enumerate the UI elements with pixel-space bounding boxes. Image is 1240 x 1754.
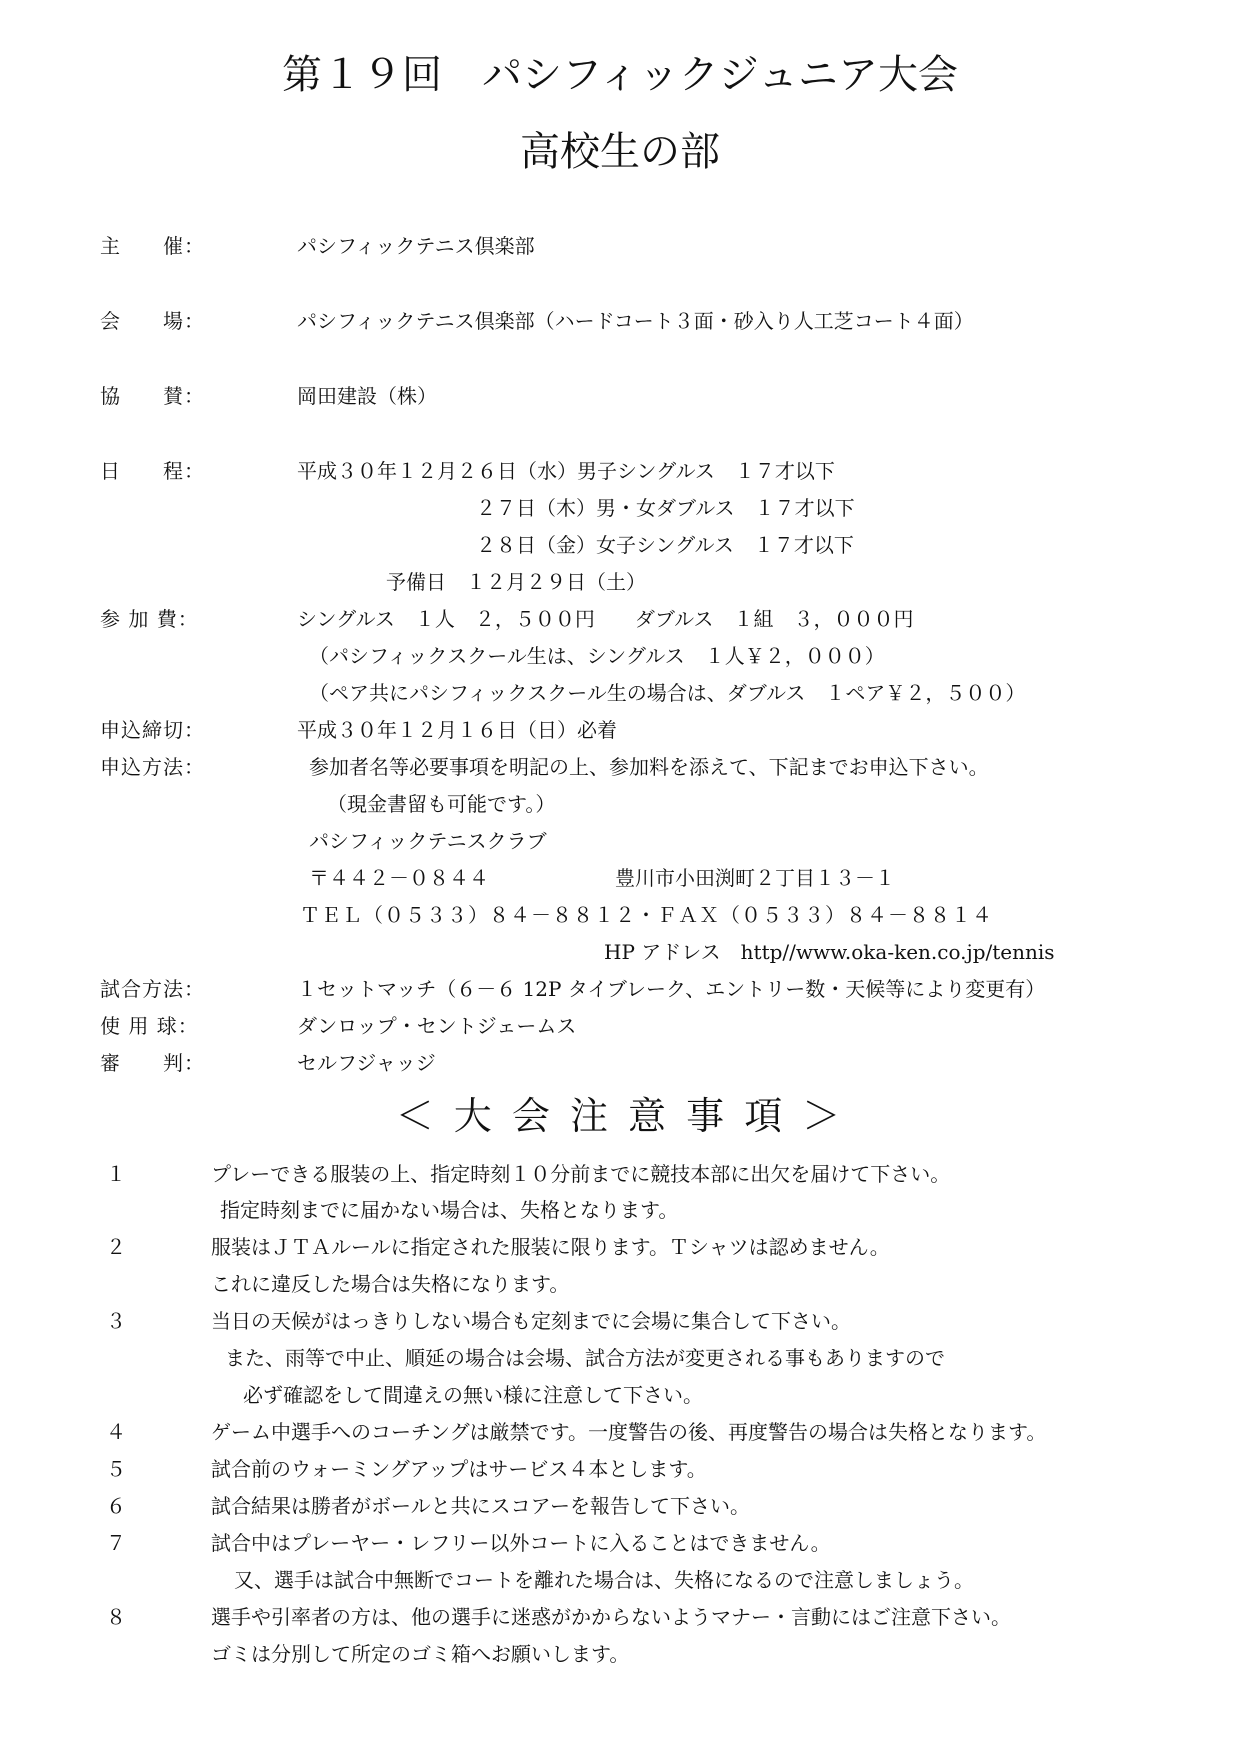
note-number: ２ [106, 1235, 126, 1259]
note-number: ７ [106, 1531, 126, 1555]
schedule-reserve: 予備日 １２月２９日（土） [386, 570, 646, 594]
method-label: 申込方法： [100, 755, 205, 779]
note-line: ゲーム中選手へのコーチングは厳禁です。一度警告の後、再度警告の場合は失格となります。 [211, 1420, 1047, 1444]
referee-value: セルフジャッジ [297, 1051, 436, 1075]
format-label: 試合方法： [100, 977, 205, 1001]
postal-code: 〒４４２－０８４４ [309, 866, 489, 890]
note-line: 試合中はプレーヤー・レフリー以外コートに入ることはできません。 [211, 1531, 831, 1555]
note-line: 試合前のウォーミングアップはサービス４本とします。 [211, 1457, 707, 1481]
deadline-value: 平成３０年１２月１６日（日）必着 [297, 718, 617, 742]
note-line: 指定時刻までに届かない場合は、失格となります。 [220, 1198, 679, 1222]
sponsor-value: 岡田建設（株） [297, 384, 437, 408]
fee-line2: （パシフィックスクール生は、シングルス １人￥２，０００） [309, 644, 885, 668]
note-line: 服装はＪＴＡルールに指定された服装に限ります。Ｔシャツは認めません。 [211, 1235, 890, 1259]
note-line: 当日の天候がはっきりしない場合も定刻までに会場に集合して下さい。 [211, 1309, 851, 1333]
fee-label: 参 加 費： [100, 607, 199, 631]
note-number: １ [106, 1162, 126, 1186]
deadline-label: 申込締切： [100, 718, 205, 742]
schedule-line2: ２７日（木）男・女ダブルス １７才以下 [476, 496, 855, 520]
note-line: これに違反した場合は失格になります。 [211, 1272, 570, 1296]
method-line2: （現金書留も可能です。） [327, 792, 556, 816]
note-number: ８ [106, 1605, 126, 1629]
schedule-line1: 平成３０年１２月２６日（水）男子シングルス １７才以下 [297, 459, 835, 483]
note-number: ５ [106, 1457, 126, 1481]
sponsor-label: 協 賛： [100, 384, 205, 408]
note-number: ４ [106, 1420, 126, 1444]
note-line: ゴミは分別して所定のゴミ箱へお願いします。 [211, 1642, 630, 1666]
fee-line3: （ペア共にパシフィックスクール生の場合は、ダブルス １ペア￥２，５００） [309, 681, 1026, 705]
note-line: 必ず確認をして間違えの無い様に注意して下さい。 [243, 1383, 703, 1407]
note-line: また、雨等で中止、順延の場合は会場、試合方法が変更される事もありますので [225, 1346, 945, 1370]
referee-label: 審 判： [100, 1051, 205, 1075]
club-address: 豊川市小田渕町２丁目１３－１ [615, 866, 895, 890]
note-line: 試合結果は勝者がボールと共にスコアーを報告して下さい。 [211, 1494, 750, 1518]
format-value: １セットマッチ（６－６ 12P タイブレーク、エントリー数・天候等により変更有） [297, 977, 1046, 1001]
fee-line1: シングルス １人 ２，５００円 ダブルス １組 ３，０００円 [297, 607, 914, 631]
method-line1: 参加者名等必要事項を明記の上、参加料を添えて、下記までお申込下さい。 [309, 755, 989, 779]
note-number: ６ [106, 1494, 126, 1518]
schedule-line3: ２８日（金）女子シングルス １７才以下 [476, 533, 854, 557]
organizer-value: パシフィックテニス倶楽部 [297, 234, 535, 258]
venue-label: 会 場： [100, 309, 205, 333]
notes-heading: ＜ 大 会 注 意 事 項 ＞ [395, 1094, 845, 1138]
homepage-address: HP アドレス http//www.oka-ken.co.jp/tennis [604, 940, 1055, 964]
title-line1: 第１９回 パシフィックジュニア大会 [282, 52, 958, 98]
note-line: プレーできる服装の上、指定時刻１０分前までに競技本部に出欠を届けて下さい。 [211, 1162, 951, 1186]
ball-label: 使 用 球： [100, 1014, 199, 1038]
note-number: ３ [106, 1309, 126, 1333]
contact-tel-fax: ＴＥＬ（０５３３）８４－８８１２・ＦＡＸ（０５３３）８４－８８１４ [300, 903, 993, 927]
title-line2: 高校生の部 [520, 129, 720, 175]
venue-value: パシフィックテニス倶楽部（ハードコート３面・砂入り人工芝コート４面） [297, 309, 974, 333]
organizer-label: 主 催： [100, 234, 205, 258]
schedule-label: 日 程： [100, 459, 205, 483]
note-line: 選手や引率者の方は、他の選手に迷惑がかからないようマナー・言動にはご注意下さい。 [211, 1605, 1011, 1629]
ball-value: ダンロップ・セントジェームス [297, 1014, 577, 1038]
club-name: パシフィックテニスクラブ [309, 829, 547, 853]
note-line: 又、選手は試合中無断でコートを離れた場合は、失格になるので注意しましょう。 [234, 1568, 974, 1592]
